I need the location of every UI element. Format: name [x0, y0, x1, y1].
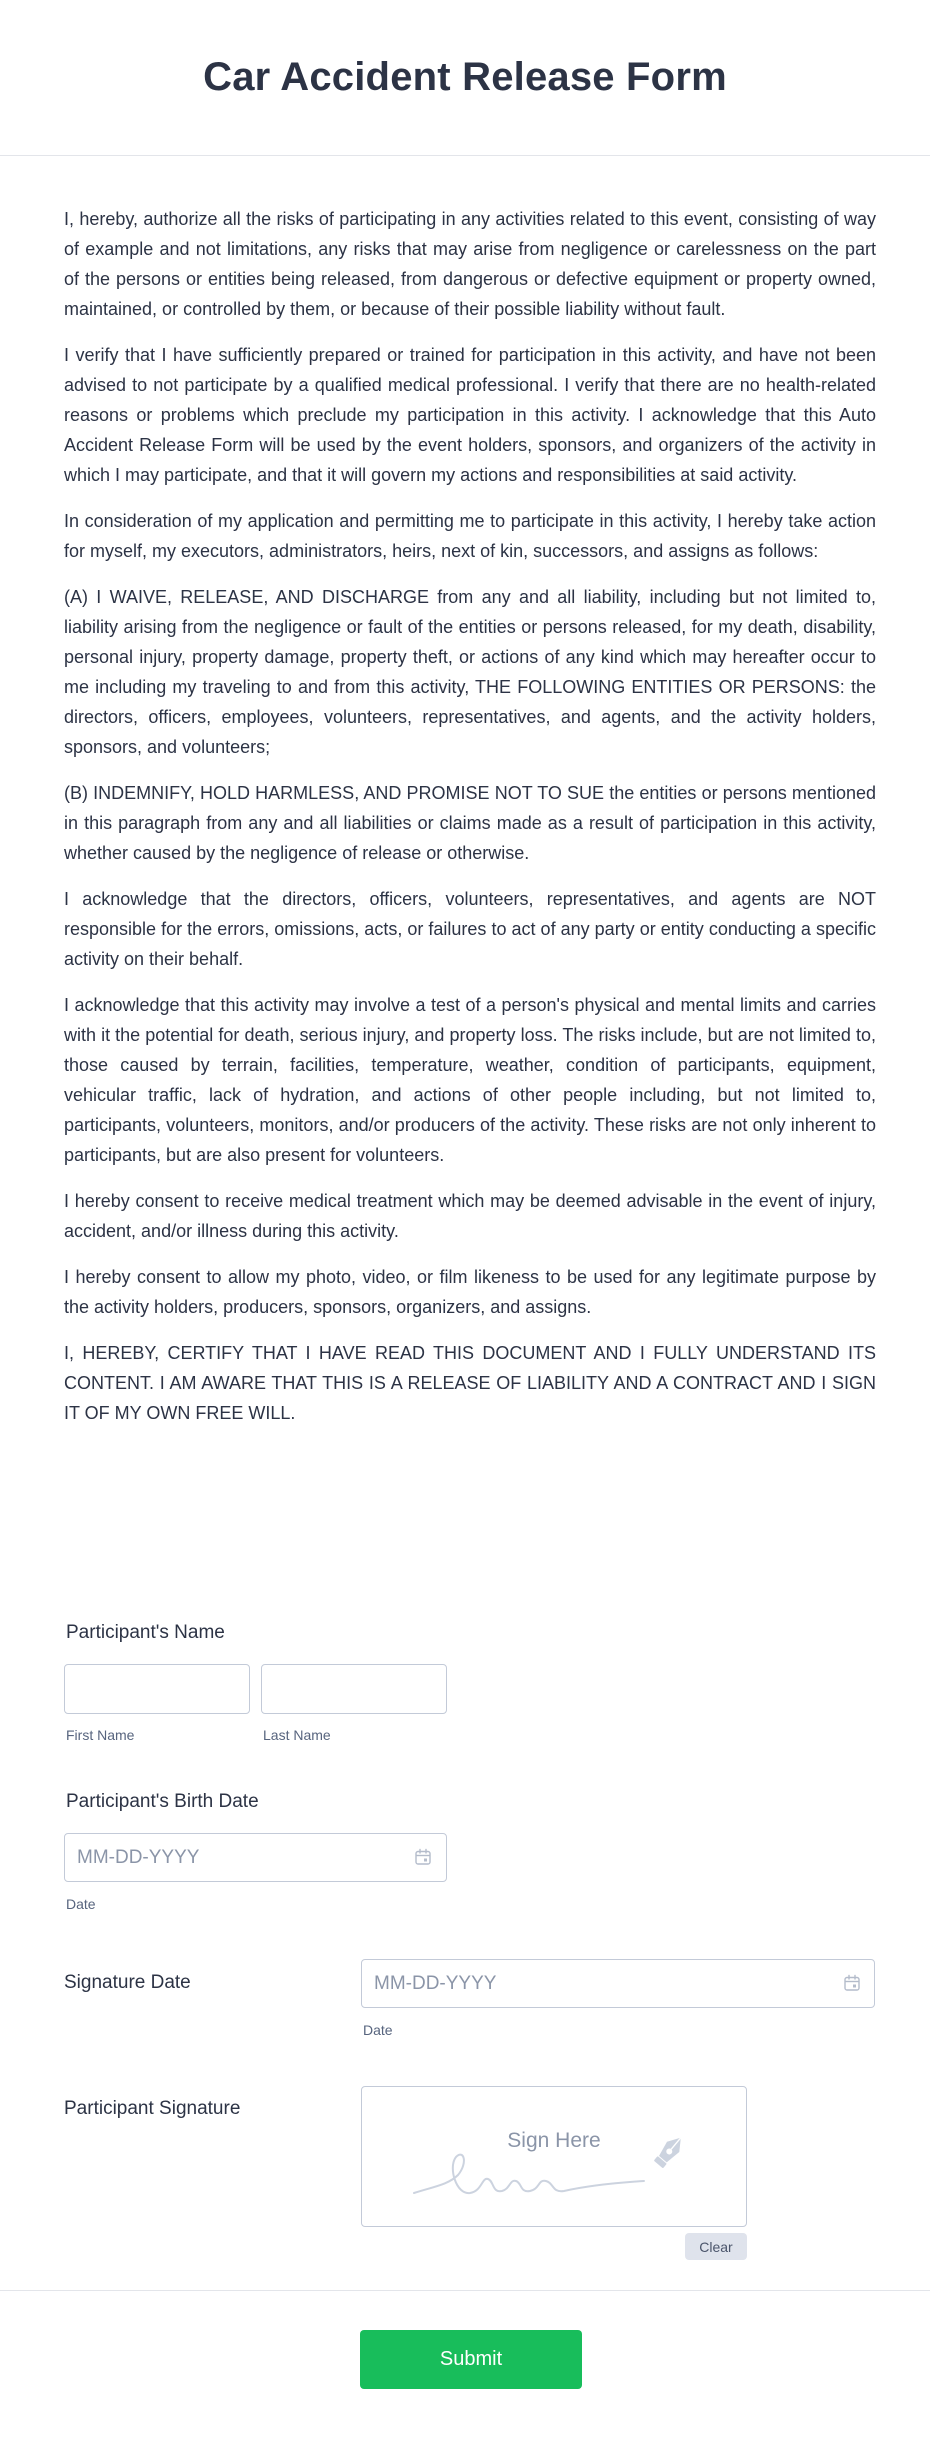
paragraph: I hereby consent to allow my photo, video, or film likeness to be used for any legitimate purpose by the activity holders, producers, sponsors, organizers, and assigns.	[64, 1267, 876, 1317]
clear-signature-button[interactable]: Clear	[685, 2233, 747, 2260]
paragraph: I acknowledge that the directors, officers, volunteers, representatives, and agents are NOT responsible for the errors, omissions, acts, or failures to act of any party or entity conducting a specific activity on their behalf.	[64, 889, 876, 969]
submit-button[interactable]: Submit	[360, 2330, 582, 2389]
birth-date-input[interactable]	[64, 1833, 447, 1882]
signature-date-label: Signature Date	[64, 1972, 191, 1993]
signature-scribble-icon	[412, 2135, 652, 2205]
signature-placeholder: Sign Here	[507, 2129, 601, 2152]
birth-date-sublabel: Date	[66, 1896, 96, 1912]
paragraph: I, hereby, authorize all the risks of participating in any activities related to this event, consisting of way of example and not limitations, any risks that may arise from negligence or carelessness on the part of the persons or entities being released, from dangerous or defective equipment or property owned, maintained, or controlled by them, or because of their possible liability without fault.	[64, 209, 876, 319]
paragraph: In consideration of my application and permitting me to participate in this activity, I hereby take action for myself, my executors, administrators, heirs, next of kin, successors, and assigns as follows:	[64, 511, 876, 561]
release-text	[64, 204, 876, 1444]
signature-pad[interactable]	[361, 2086, 747, 2227]
pen-icon	[646, 2131, 690, 2175]
last-name-input[interactable]	[261, 1664, 447, 1714]
signature-label: Participant Signature	[64, 2098, 241, 2119]
paragraph: I acknowledge that this activity may involve a test of a person's physical and mental limits and carries with it the potential for death, serious injury, and property loss. The risks include, but are not limited to, those caused by terrain, facilities, temperature, weather, condition of participants, equipment, vehicular traffic, lack of hydration, and actions of other people including, but not limited to, participants, volunteers, monitors, and/or producers of the activity. These risks are not only inherent to participants, but are also present for volunteers.	[64, 995, 876, 1165]
form-header	[0, 0, 930, 156]
paragraph: I verify that I have sufficiently prepared or trained for participation in this activity, and have not been advised to not participate by a qualified medical professional. I verify that there are no health-related reasons or problems which preclude my participation in this activity. I acknowledge that this Auto Accident Release Form will be used by the event holders, sponsors, and organizers of the activity in which I may participate, and that it will govern my actions and responsibilities at said activity.	[64, 345, 876, 485]
paragraph: I, HEREBY, CERTIFY THAT I HAVE READ THIS DOCUMENT AND I FULLY UNDERSTAND ITS CONTENT. I AM AWARE THAT THIS IS A RELEASE OF LIABILITY AND A CONTRACT AND I SIGN IT OF MY OWN FREE WILL.	[64, 1343, 876, 1423]
signature-date-sublabel: Date	[363, 2022, 393, 2038]
first-name-input[interactable]	[64, 1664, 250, 1714]
paragraph: (A) I WAIVE, RELEASE, AND DISCHARGE from any and all liability, including but not limited to, liability arising from the negligence or fault of the entities or persons released, for my death, disability, personal injury, property damage, property theft, or actions of any kind which may hereafter occur to me including my traveling to and from this activity, THE FOLLOWING ENTITIES OR PERSONS: the directors, officers, employees, volunteers, representatives, and agents, and the activity holders, sponsors, and volunteers;	[64, 587, 876, 757]
last-name-sublabel: Last Name	[263, 1727, 331, 1743]
first-name-sublabel: First Name	[66, 1727, 135, 1743]
paragraph: I hereby consent to receive medical treatment which may be deemed advisable in the event of injury, accident, and/or illness during this activity.	[64, 1191, 876, 1241]
paragraph: (B) INDEMNIFY, HOLD HARMLESS, AND PROMISE NOT TO SUE the entities or persons mentioned in this paragraph from any and all liabilities or claims made as a result of participation in this activity, whether caused by the negligence of release or otherwise.	[64, 783, 876, 863]
signature-date-input[interactable]	[361, 1959, 875, 2008]
participant-name-label: Participant's Name	[66, 1622, 225, 1643]
footer-divider	[0, 2290, 930, 2291]
birth-date-label: Participant's Birth Date	[66, 1791, 259, 1812]
calendar-icon[interactable]	[414, 1848, 432, 1866]
form-title: Car Accident Release Form	[203, 55, 727, 99]
calendar-icon[interactable]	[843, 1974, 861, 1992]
